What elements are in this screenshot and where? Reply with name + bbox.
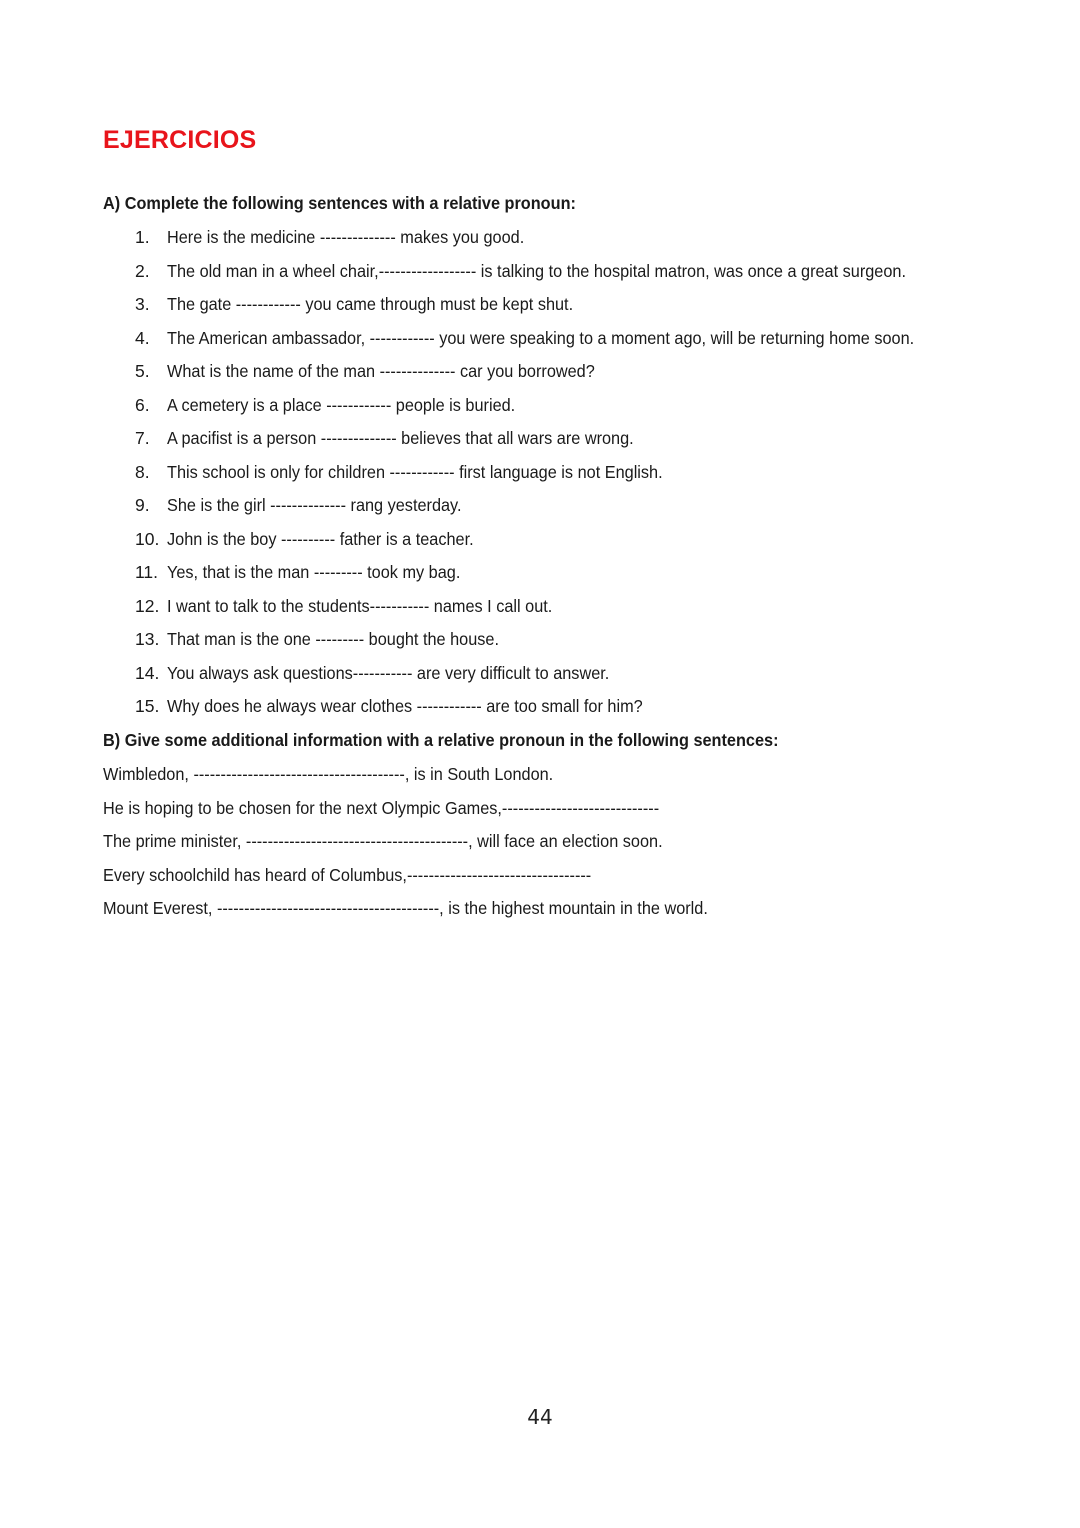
item-number: 13. [135, 629, 160, 649]
item-text: John is the boy ---------- father is a teacher. [167, 528, 474, 549]
item-text: A cemetery is a place ------------ people is buried. [167, 394, 516, 415]
item-number: 1. [135, 227, 150, 247]
item-number: 6. [135, 394, 150, 415]
item-text: She is the girl -------------- rang yesterday. [167, 495, 462, 515]
item-text: The American ambassador, ------------ you were speaking to a moment ago, will be returning home soon. [167, 327, 915, 348]
item-number: 10. [135, 528, 160, 549]
item-number: 7. [135, 428, 150, 448]
item-text: The gate ------------ you came through must be kept shut. [167, 294, 574, 314]
info-item: Every schoolchild has heard of Columbus,---------------------------------- [103, 864, 592, 885]
item-text: Why does he always wear clothes ------------ are too small for him? [167, 696, 643, 716]
item-text: Yes, that is the man --------- took my bag. [167, 562, 461, 582]
info-item: He is hoping to be chosen for the next Olympic Games,----------------------------- [103, 797, 660, 818]
info-item: Wimbledon, ---------------------------------------, is in South London. [103, 764, 554, 784]
item-number: 9. [135, 495, 150, 515]
item-number: 12. [135, 595, 160, 616]
item-number: 4. [135, 327, 150, 348]
item-number: 3. [135, 294, 150, 314]
section-b-heading: B) Give some additional information with a relative pronoun in the following sentences: [103, 730, 779, 750]
item-number: 2. [135, 260, 150, 281]
item-text: A pacifist is a person -------------- believes that all wars are wrong. [167, 428, 634, 448]
item-text: This school is only for children ------------ first language is not English. [167, 461, 663, 482]
page-number: 44 [527, 1405, 553, 1429]
item-number: 14. [135, 662, 160, 683]
info-item: Mount Everest, -----------------------------------------, is the highest mountain in the world. [103, 898, 708, 918]
exercise-list-b [103, 763, 753, 931]
item-text: You always ask questions----------- are very difficult to answer. [167, 662, 610, 683]
item-text: What is the name of the man -------------- car you borrowed? [167, 361, 595, 381]
section-a-heading: A) Complete the following sentences with a relative pronoun: [103, 193, 576, 213]
item-number: 11. [135, 562, 159, 582]
item-text: That man is the one --------- bought the house. [167, 629, 499, 649]
info-item: The prime minister, -----------------------------------------, will face an election soon. [103, 831, 663, 851]
item-text: Here is the medicine -------------- makes you good. [167, 227, 525, 247]
item-number: 15. [135, 696, 160, 716]
page-title: EJERCICIOS [103, 126, 257, 154]
item-number: 8. [135, 461, 150, 482]
item-number: 5. [135, 361, 150, 381]
item-text: I want to talk to the students----------- names I call out. [167, 595, 553, 616]
item-text: The old man in a wheel chair,------------------ is talking to the hospital matron, was once a great surgeon. [167, 260, 906, 281]
